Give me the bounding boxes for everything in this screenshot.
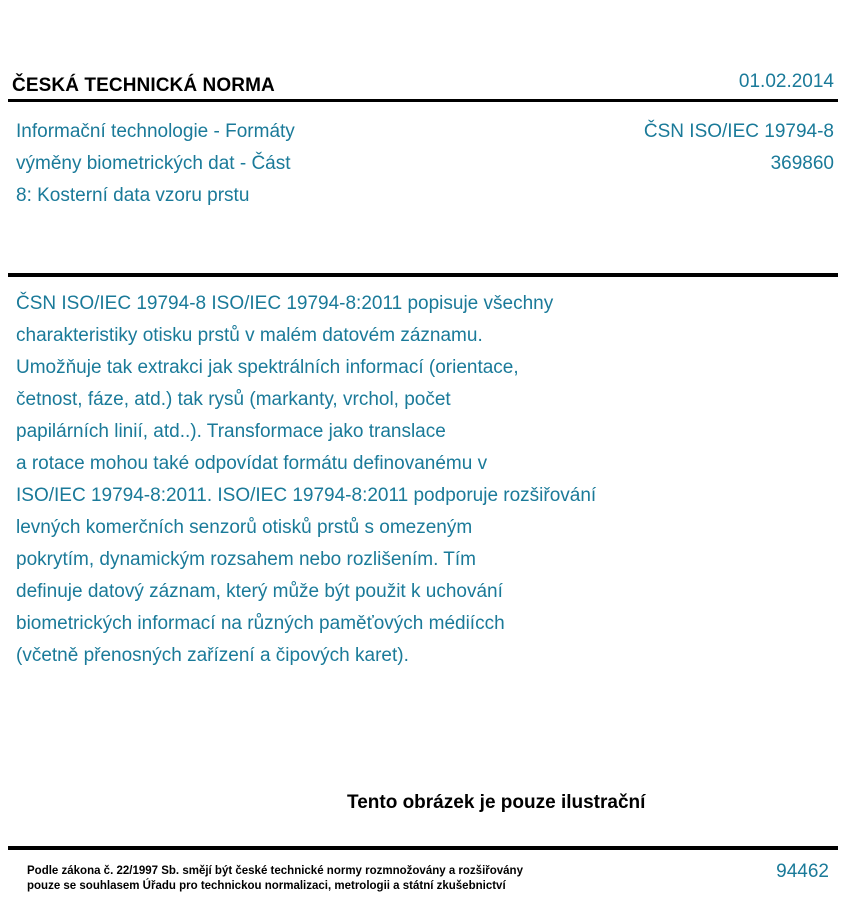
abstract-text <box>16 288 716 672</box>
section-rule <box>8 273 838 277</box>
abstract-line: ČSN ISO/IEC 19794-8 ISO/IEC 19794-8:2011 popisuje všechny <box>16 293 554 314</box>
abstract-line: biometrických informací na různých paměťových médiícch <box>16 613 505 634</box>
page-code: 94462 <box>776 861 829 882</box>
standard-title-line: výměny biometrických dat - Část <box>16 153 291 174</box>
legal-notice-line: pouze se souhlasem Úřadu pro technickou normalizaci, metrologii a státní zkušebnictví <box>27 880 506 892</box>
abstract-line: charakteristiky otisku prstů v malém datovém záznamu. <box>16 325 483 346</box>
header-rule <box>8 99 838 102</box>
abstract-line: a rotace mohou také odpovídat formátu definovanému v <box>16 453 488 474</box>
abstract-line: ISO/IEC 19794-8:2011. ISO/IEC 19794-8:2011 podporuje rozšiřování <box>16 485 597 506</box>
standard-title-line: Informační technologie - Formáty <box>16 121 295 142</box>
abstract-line: levných komerčních senzorů otisků prstů s omezeným <box>16 517 473 538</box>
abstract-line: definuje datový záznam, který může být použit k uchování <box>16 581 503 602</box>
document-date: 01.02.2014 <box>738 71 834 92</box>
legal-notice <box>27 864 523 894</box>
standard-designation: ČSN ISO/IEC 19794-8 <box>643 121 834 142</box>
document-header-title: ČESKÁ TECHNICKÁ NORMA <box>12 75 275 96</box>
abstract-line: (včetně přenosných zařízení a čipových karet). <box>16 645 409 666</box>
abstract-line: pokrytím, dynamickým rozsahem nebo rozlišením. Tím <box>16 549 477 570</box>
standard-title-line: 8: Kosterní data vzoru prstu <box>16 185 250 206</box>
abstract-line: četnost, fáze, atd.) tak rysů (markanty, vrchol, počet <box>16 389 451 410</box>
abstract-line: papilárních linií, atd..). Transformace jako translace <box>16 421 446 442</box>
footer-rule <box>8 846 838 850</box>
standard-codes <box>644 116 834 180</box>
abstract-line: Umožňuje tak extrakci jak spektrálních informací (orientace, <box>16 357 519 378</box>
illustration-note: Tento obrázek je pouze ilustrační <box>347 792 646 813</box>
standard-class-number: 369860 <box>770 153 834 174</box>
standard-title <box>16 116 295 212</box>
legal-notice-line: Podle zákona č. 22/1997 Sb. smějí být české technické normy rozmnožovány a rozšiřovány <box>27 865 523 877</box>
